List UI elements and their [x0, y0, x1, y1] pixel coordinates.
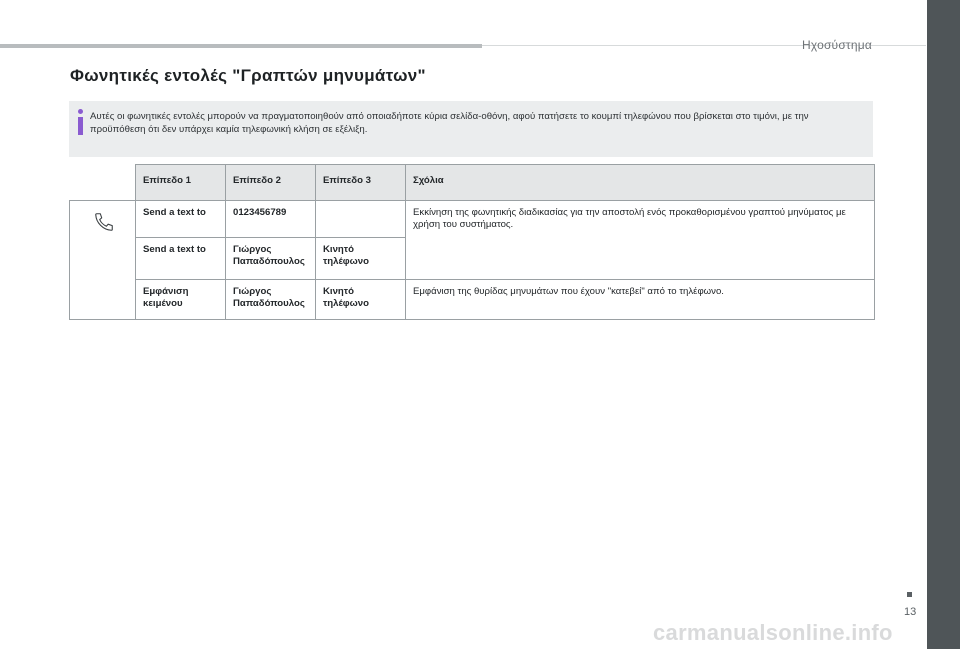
page-marker [907, 592, 912, 597]
section-label: Ηχοσύστημα [802, 38, 872, 52]
cell-level-1: Send a text to [136, 238, 226, 280]
cell-level-3: Κινητό τηλέφωνο [316, 238, 406, 280]
info-box [69, 101, 873, 157]
table-row [70, 280, 875, 320]
header-level-1: Επίπεδο 1 [136, 165, 226, 201]
page-title: Φωνητικές εντολές "Γραπτών μηνυμάτων" [70, 66, 426, 85]
watermark: carmanualsonline.info [653, 620, 893, 645]
cell-level-2: Γιώργος Παπαδόπουλος [226, 280, 316, 320]
cell-level-1: Send a text to [136, 201, 226, 238]
header-comments: Σχόλια [406, 165, 875, 201]
icon-cell [70, 201, 136, 320]
phone-handset-icon [93, 211, 115, 233]
info-icon [77, 109, 85, 139]
cell-level-2: 0123456789 [226, 201, 316, 238]
header-level-2: Επίπεδο 2 [226, 165, 316, 201]
cell-level-2: Γιώργος Παπαδόπουλος [226, 238, 316, 280]
header-level-3: Επίπεδο 3 [316, 165, 406, 201]
cell-comment: Εκκίνηση της φωνητικής διαδικασίας για την αποστολή ενός προκαθορισμένου γραπτού μηνύματος με χρήση του συστήματος. [406, 201, 875, 280]
page-number: 13 [904, 606, 917, 618]
table-row [70, 201, 875, 238]
table-corner [70, 165, 136, 201]
cell-level-3 [316, 201, 406, 238]
side-tab-bar [927, 0, 960, 649]
voice-commands-table [69, 164, 875, 320]
table-header-row [70, 165, 875, 201]
cell-level-3: Κινητό τηλέφωνο [316, 280, 406, 320]
cell-level-1: Εμφάνιση κειμένου [136, 280, 226, 320]
header-rule-thick [0, 44, 482, 48]
cell-comment: Εμφάνιση της θυρίδας μηνυμάτων που έχουν "κατεβεί" από το τηλέφωνο. [406, 280, 875, 320]
info-text: Αυτές οι φωνητικές εντολές μπορούν να πραγματοποιηθούν από οποιαδήποτε κύρια σελίδα-οθόνη, αφού πατήσετε το κουμπί τηλεφώνου που βρίσκεται στο τιμόνι, με την προϋπόθεση ότι δεν υπάρχει καμία τηλεφωνική κλήση σε εξέλιξη. [90, 111, 809, 135]
